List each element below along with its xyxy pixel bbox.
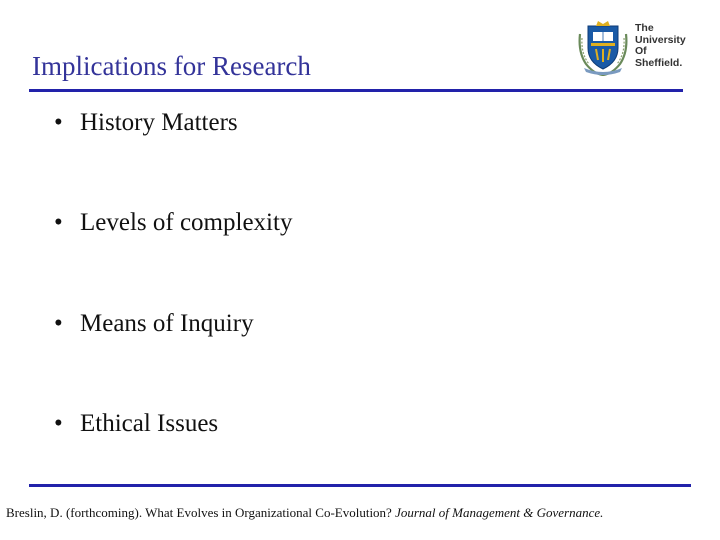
bullet-dot-icon: • [54, 209, 63, 236]
bullet-text: History Matters [80, 109, 238, 136]
logo-line-1: The [635, 22, 654, 34]
logo-line-3: Of [635, 45, 647, 57]
bullet-dot-icon: • [54, 109, 63, 136]
logo-line-4: Sheffield. [635, 56, 683, 69]
bullet-item [54, 206, 292, 240]
bullet-item [54, 407, 218, 441]
footer-divider [29, 484, 691, 487]
footer-citation [6, 504, 603, 522]
bullet-text: Means of Inquiry [80, 310, 254, 337]
bullet-dot-icon: • [54, 310, 63, 337]
bullet-text: Ethical Issues [80, 410, 219, 437]
bullet-item [54, 307, 254, 341]
bullet-dot-icon: • [54, 410, 63, 437]
bullet-item [54, 106, 238, 140]
citation-text: Breslin, D. (forthcoming). What Evolves in Organizational Co-Evolution? [6, 505, 396, 520]
slide-title: Implications for Research [32, 51, 311, 81]
logo-line-2: University [635, 33, 686, 46]
bullet-text: Levels of complexity [80, 209, 293, 236]
citation-journal: Journal of Management & Governance. [395, 505, 604, 520]
